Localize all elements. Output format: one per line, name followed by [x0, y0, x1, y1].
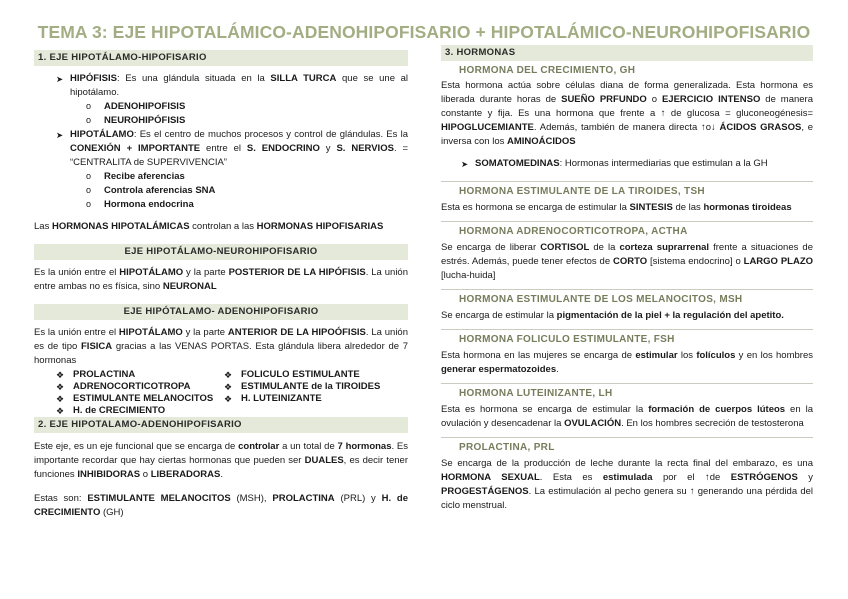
- neuro-paragraph: Es la unión entre el HIPOTÁLAMO y la parte POSTERIOR DE LA HIPÓFISIS. La unión entre ambas no es física, sino NEURONAL: [34, 267, 408, 292]
- hormone-title-prl: PROLACTINA, PRL: [459, 442, 555, 453]
- hormone-title-lh: HORMONA LUTEINIZANTE, LH: [459, 388, 613, 399]
- hormone-title-tsh: HORMONA ESTIMULANTE DE LA TIROIDES, TSH: [459, 186, 705, 197]
- list-item: ❖ FOLICULO ESTIMULANTE: [224, 369, 380, 381]
- hipofisis-sublist: [86, 100, 408, 128]
- section-header-eje-hipotalamo-hipofisario: 1. EJE HIPOTÁLAMO-HIPOFISARIO: [34, 50, 408, 66]
- list-item-hipotalamo: ➤ HIPOTÁLAMO: Es el centro de muchos procesos y control de glándulas. Es la CONEXIÓN + IMPORTANTE entre el S. ENDOCRINO y S. NERVIOS. = “CENTRALITA de SUPERVIVENCIA”: [56, 128, 408, 170]
- hormone-title-msh: HORMONA ESTIMULANTE DE LOS MELANOCITOS, MSH: [459, 294, 743, 305]
- hipotalamo-list: [56, 128, 408, 170]
- section-header-adenohipofisario: EJE HIPÓTALAMO- ADENOHIPOFISARIO: [34, 304, 408, 320]
- hormone-title-fsh: HORMONA FOLICULO ESTIMULANTE, FSH: [459, 334, 675, 345]
- actha-paragraph: Se encarga de liberar CORTISOL de la corteza suprarrenal frente a situaciones de estrés. Además, puede tener efectos de CORTO [sistema endocrino] o LARGO PLAZO [lucha-huida]: [441, 242, 814, 281]
- list-item: o Hormona endocrina: [86, 198, 408, 212]
- lh-paragraph: Esta es hormona se encarga de estimular la formación de cuerpos lúteos en la ovulación y desencadenar la OVULACIÓN. En los hombres secreción de testosterona: [441, 404, 813, 429]
- list-item: ❖ H. LUTEINIZANTE: [224, 393, 380, 405]
- hipofisis-list: [56, 72, 408, 100]
- hormone-title-actha: HORMONA ADRENOCORTICOTROPA, ACTHA: [459, 226, 688, 237]
- section-header-hormonas: 3. HORMONAS: [441, 45, 813, 61]
- hormone-title-gh: HORMONA DEL CRECIMIENTO, GH: [459, 65, 636, 76]
- list-item: o NEUROHIPÓFISIS: [86, 114, 408, 128]
- gh-paragraph: Esta hormona actúa sobre células diana de forma generalizada. Esta hormona es liberada durante horas de SUEÑO PRFUNDO o EJERCICIO INTENSO de manera constante y fija. Es una hormona que frente a ↑ de glucosa = gluconeogénesis= HIPOGLUCEMIANTE. Además, también de manera directa ↑o↓ ÁCIDOS GRASOS, e inversa con los AMINOÁCIDOS: [441, 80, 813, 147]
- list-item: ❖ ADRENOCORTICOTROPA: [56, 381, 224, 393]
- hipotalamo-sublist: [86, 170, 408, 212]
- right-column: [441, 48, 813, 513]
- page-title: TEMA 3: EJE HIPOTALÁMICO-ADENOHIPOFISARIO + HIPOTALÁMICO-NEUROHIPOFISARIO: [37, 22, 811, 42]
- left-column: [34, 48, 408, 520]
- section-header-neurohipofisario: EJE HIPOTÁLAMO-NEUROHIPOFISARIO: [34, 244, 408, 260]
- tsh-paragraph: Esta es hormona se encarga de estimular la SINTESIS de las hormonas tiroideas: [441, 202, 792, 213]
- hormonas-summary: Las HORMONAS HIPOTALÁMICAS controlan a las HORMONAS HIPOFISARIAS: [34, 221, 384, 232]
- list-item: o ADENOHIPOFISIS: [86, 100, 408, 114]
- section-header-eje-adenohipofisario: 2. EJE HIPOTALAMO-ADENOHIPOFISARIO: [34, 417, 408, 433]
- list-item: ❖ ESTIMULANTE MELANOCITOS: [56, 393, 224, 405]
- s2-examples: Estas son: ESTIMULANTE MELANOCITOS (MSH), PROLACTINA (PRL) y H. de CRECIMIENTO (GH): [34, 493, 408, 518]
- list-item: o Recibe aferencias: [86, 170, 408, 184]
- list-item-hipofisis: ➤ HIPÓFISIS: Es una glándula situada en la SILLA TURCA que se une al hipotálamo.: [56, 72, 408, 100]
- adeno-paragraph: Es la unión entre el HIPOTÁLAMO y la parte ANTERIOR DE LA HIPOÓFISIS. La unión es de tipo FISICA gracias a las VENAS PORTAS. Esta glándula libera alrededor de 7 hormonas: [34, 327, 408, 366]
- list-item: ❖ ESTIMULANTE de la TIROIDES: [224, 381, 380, 393]
- list-item: o Controla aferencias SNA: [86, 184, 408, 198]
- prl-paragraph: Se encarga de la producción de leche durante la recta final del embarazo, es una HORMONA SEXUAL. Esta es estimulada por el ↑de ESTRÓGENOS y PROGESTÁGENOS. La estimulación al pecho genera su ↑ generando una pérdida del ciclo menstrual.: [441, 458, 814, 511]
- fsh-paragraph: Esta hormona en las mujeres se encarga de estimular los folículos y en los hombres generar espermatozoides.: [441, 350, 813, 375]
- hormones-grid: [56, 369, 408, 417]
- somatomedinas-list: [461, 157, 813, 171]
- msh-paragraph: Se encarga de estimular la pigmentación de la piel + la regulación del apetito.: [441, 310, 784, 321]
- list-item-somatomedinas: ➤ SOMATOMEDINAS: Hormonas intermediarias que estimulan a la GH: [461, 157, 813, 171]
- list-item: ❖ PROLACTINA: [56, 369, 224, 381]
- s2-paragraph: Este eje, es un eje funcional que se encarga de controlar a un total de 7 hormonas. Es importante recordar que hay ciertas hormonas que pueden ser DUALES, es decir tener funciones INHIBIDORAS o LIBERADORAS.: [34, 441, 408, 480]
- list-item: ❖ H. de CRECIMIENTO: [56, 405, 224, 417]
